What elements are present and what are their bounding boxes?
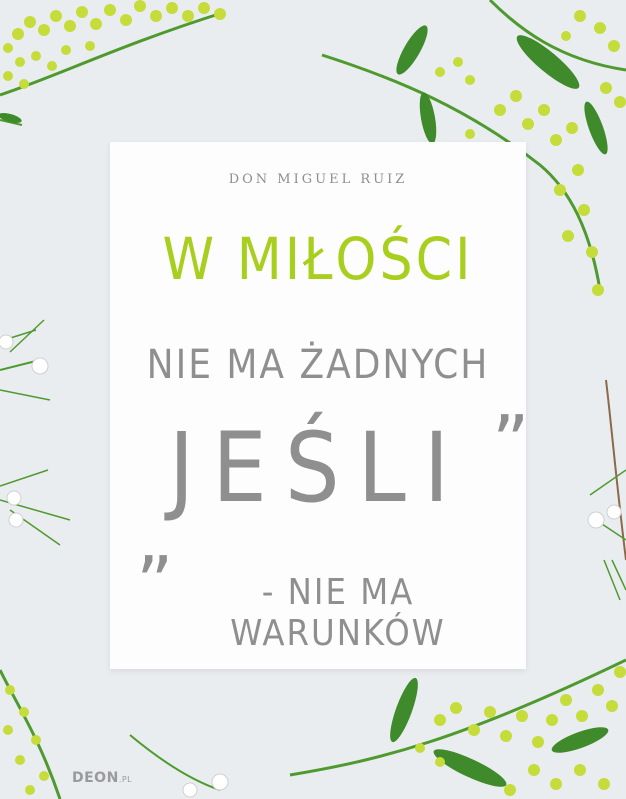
- deon-logo: [72, 770, 132, 786]
- quote-line-4: - NIE MA WARUNKÓW: [230, 572, 446, 654]
- opening-quote-mark: „: [136, 497, 174, 581]
- sprig-right-white: [588, 380, 626, 600]
- sprig-left-white: [0, 320, 70, 545]
- logo-suffix: .PL: [118, 775, 133, 784]
- quote-line-2: NIE MA ŻADNYCH: [146, 342, 490, 388]
- quote-card: [110, 142, 530, 669]
- author-name: DON MIGUEL RUIZ: [228, 172, 408, 187]
- sprig-bottom-right: [290, 660, 626, 796]
- quote-line-1: W MIŁOŚCI: [162, 225, 474, 293]
- closing-quote-mark: ”: [492, 400, 530, 484]
- sprig-top-left: [0, 0, 226, 125]
- logo-main: DEON: [72, 770, 119, 786]
- quote-line-3: JEŚLI: [168, 412, 468, 524]
